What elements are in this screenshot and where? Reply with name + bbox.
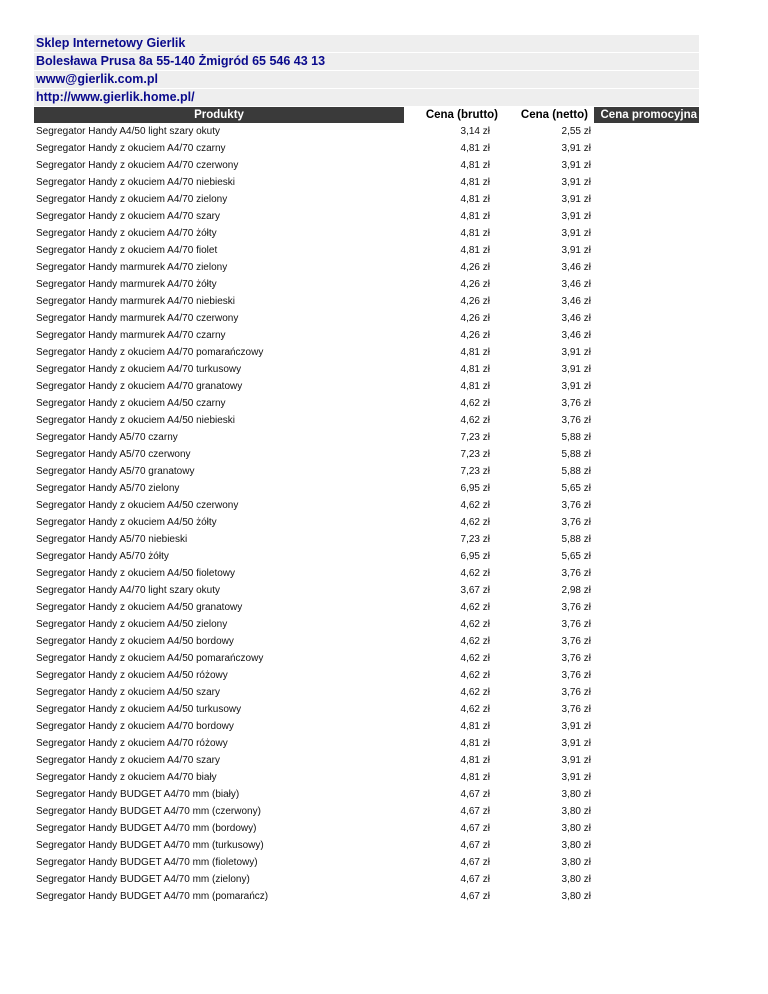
- gross-price-cell: 4,81 zł: [460, 194, 490, 205]
- net-price-cell: 3,76 zł: [561, 602, 591, 613]
- promo-price-cell: [594, 208, 699, 225]
- net-price-cell: 5,65 zł: [561, 551, 591, 562]
- promo-price-cell: [594, 803, 699, 820]
- promo-price-cell: [594, 582, 699, 599]
- table-row: [34, 293, 699, 310]
- gross-price-cell: 4,81 zł: [460, 772, 490, 783]
- table-row: [34, 752, 699, 769]
- gross-price-cell: 4,81 zł: [460, 381, 490, 392]
- table-row: [34, 378, 699, 395]
- product-name-cell: Segregator Handy BUDGET A4/70 mm (biały): [36, 789, 240, 800]
- net-price-cell: 3,80 zł: [561, 891, 591, 902]
- product-name-cell: Segregator Handy marmurek A4/70 żółty: [36, 279, 217, 290]
- product-name-cell: Segregator Handy z okuciem A4/70 czerwony: [36, 160, 239, 171]
- gross-price-cell: 4,62 zł: [460, 636, 490, 647]
- gross-price-cell: 4,62 zł: [460, 619, 490, 630]
- table-row: [34, 208, 699, 225]
- table-row: [34, 667, 699, 684]
- net-price-cell: 3,76 zł: [561, 653, 591, 664]
- product-name-cell: Segregator Handy z okuciem A4/70 granatowy: [36, 381, 243, 392]
- gross-price-cell: 4,26 zł: [460, 313, 490, 324]
- table-row: [34, 310, 699, 327]
- gross-price-cell: 4,67 zł: [460, 806, 490, 817]
- product-name-cell: Segregator Handy z okuciem A4/50 czarny: [36, 398, 226, 409]
- promo-price-cell: [594, 633, 699, 650]
- table-row: [34, 123, 699, 140]
- promo-price-cell: [594, 701, 699, 718]
- table-row: [34, 429, 699, 446]
- product-name-cell: Segregator Handy z okuciem A4/50 czerwony: [36, 500, 239, 511]
- table-row: [34, 718, 699, 735]
- net-price-cell: 3,76 zł: [561, 398, 591, 409]
- table-row: [34, 140, 699, 157]
- net-price-cell: 3,80 zł: [561, 806, 591, 817]
- net-price-cell: 3,91 zł: [561, 160, 591, 171]
- product-name-cell: Segregator Handy BUDGET A4/70 mm (fioletowy): [36, 857, 258, 868]
- product-name-cell: Segregator Handy z okuciem A4/70 szary: [36, 211, 220, 222]
- net-price-cell: 5,65 zł: [561, 483, 591, 494]
- product-name-cell: Segregator Handy A5/70 żółty: [36, 551, 169, 562]
- gross-price-cell: 4,62 zł: [460, 568, 490, 579]
- table-row: [34, 820, 699, 837]
- product-name-cell: Segregator Handy BUDGET A4/70 mm (zielony): [36, 874, 250, 885]
- product-name-cell: Segregator Handy z okuciem A4/50 turkusowy: [36, 704, 242, 715]
- promo-price-cell: [594, 344, 699, 361]
- table-row: [34, 225, 699, 242]
- gross-price-cell: 4,62 zł: [460, 670, 490, 681]
- promo-price-cell: [594, 310, 699, 327]
- gross-price-cell: 4,67 zł: [460, 891, 490, 902]
- product-name-cell: Segregator Handy z okuciem A4/70 fiolet: [36, 245, 218, 256]
- gross-price-cell: 7,23 zł: [460, 466, 490, 477]
- product-name-cell: Segregator Handy z okuciem A4/50 różowy: [36, 670, 228, 681]
- column-header-product: Produkty: [34, 107, 404, 123]
- table-row: [34, 531, 699, 548]
- promo-price-cell: [594, 599, 699, 616]
- net-price-cell: 3,91 zł: [561, 177, 591, 188]
- product-name-cell: Segregator Handy z okuciem A4/50 żółty: [36, 517, 217, 528]
- product-name-cell: Segregator Handy z okuciem A4/70 biały: [36, 772, 217, 783]
- net-price-cell: 5,88 zł: [561, 534, 591, 545]
- table-header-row: [34, 107, 699, 123]
- net-price-cell: 3,76 zł: [561, 670, 591, 681]
- net-price-cell: 3,91 zł: [561, 755, 591, 766]
- promo-price-cell: [594, 361, 699, 378]
- promo-price-cell: [594, 429, 699, 446]
- product-name-cell: Segregator Handy z okuciem A4/50 pomarańczowy: [36, 653, 264, 664]
- gross-price-cell: 4,62 zł: [460, 415, 490, 426]
- gross-price-cell: 4,26 zł: [460, 296, 490, 307]
- table-row: [34, 786, 699, 803]
- gross-price-cell: 4,81 zł: [460, 160, 490, 171]
- promo-price-cell: [594, 735, 699, 752]
- price-list: [34, 35, 699, 905]
- promo-price-cell: [594, 123, 699, 140]
- gross-price-cell: 7,23 zł: [460, 534, 490, 545]
- table-row: [34, 871, 699, 888]
- gross-price-cell: 4,67 zł: [460, 857, 490, 868]
- table-row: [34, 599, 699, 616]
- shop-address: Bolesława Prusa 8a 55-140 Żmigród 65 546 43 13: [34, 53, 699, 71]
- table-row: [34, 548, 699, 565]
- promo-price-cell: [594, 616, 699, 633]
- gross-price-cell: 4,81 zł: [460, 755, 490, 766]
- gross-price-cell: 6,95 zł: [460, 483, 490, 494]
- net-price-cell: 3,76 zł: [561, 500, 591, 511]
- product-name-cell: Segregator Handy A4/50 light szary okuty: [36, 126, 220, 137]
- product-name-cell: Segregator Handy marmurek A4/70 czarny: [36, 330, 226, 341]
- product-name-cell: Segregator Handy BUDGET A4/70 mm (bordowy): [36, 823, 257, 834]
- table-row: [34, 191, 699, 208]
- product-name-cell: Segregator Handy A5/70 czerwony: [36, 449, 191, 460]
- promo-price-cell: [594, 752, 699, 769]
- product-name-cell: Segregator Handy marmurek A4/70 czerwony: [36, 313, 239, 324]
- net-price-cell: 2,55 zł: [561, 126, 591, 137]
- promo-price-cell: [594, 174, 699, 191]
- net-price-cell: 3,46 zł: [561, 296, 591, 307]
- net-price-cell: 5,88 zł: [561, 466, 591, 477]
- product-name-cell: Segregator Handy z okuciem A4/50 granatowy: [36, 602, 243, 613]
- shop-email: www@gierlik.com.pl: [34, 71, 699, 89]
- product-name-cell: Segregator Handy z okuciem A4/70 czarny: [36, 143, 226, 154]
- promo-price-cell: [594, 480, 699, 497]
- net-price-cell: 3,91 zł: [561, 245, 591, 256]
- promo-price-cell: [594, 684, 699, 701]
- promo-price-cell: [594, 531, 699, 548]
- net-price-cell: 3,46 zł: [561, 262, 591, 273]
- net-price-cell: 3,80 zł: [561, 874, 591, 885]
- promo-price-cell: [594, 259, 699, 276]
- promo-price-cell: [594, 395, 699, 412]
- gross-price-cell: 4,81 zł: [460, 347, 490, 358]
- net-price-cell: 3,91 zł: [561, 772, 591, 783]
- net-price-cell: 5,88 zł: [561, 432, 591, 443]
- product-name-cell: Segregator Handy z okuciem A4/70 niebieski: [36, 177, 236, 188]
- net-price-cell: 3,46 zł: [561, 330, 591, 341]
- net-price-cell: 3,76 zł: [561, 704, 591, 715]
- table-row: [34, 497, 699, 514]
- product-name-cell: Segregator Handy z okuciem A4/70 żółty: [36, 228, 217, 239]
- promo-price-cell: [594, 837, 699, 854]
- net-price-cell: 3,76 zł: [561, 687, 591, 698]
- gross-price-cell: 4,81 zł: [460, 228, 490, 239]
- gross-price-cell: 3,14 zł: [460, 126, 490, 137]
- gross-price-cell: 4,62 zł: [460, 687, 490, 698]
- product-name-cell: Segregator Handy A5/70 zielony: [36, 483, 180, 494]
- table-row: [34, 242, 699, 259]
- table-row: [34, 769, 699, 786]
- price-table: [34, 107, 699, 905]
- table-row: [34, 412, 699, 429]
- promo-price-cell: [594, 412, 699, 429]
- gross-price-cell: 4,62 zł: [460, 704, 490, 715]
- gross-price-cell: 4,67 zł: [460, 823, 490, 834]
- net-price-cell: 3,91 zł: [561, 721, 591, 732]
- table-row: [34, 803, 699, 820]
- table-row: [34, 395, 699, 412]
- gross-price-cell: 4,81 zł: [460, 245, 490, 256]
- gross-price-cell: 4,26 zł: [460, 262, 490, 273]
- net-price-cell: 3,80 zł: [561, 857, 591, 868]
- product-name-cell: Segregator Handy z okuciem A4/50 zielony: [36, 619, 228, 630]
- promo-price-cell: [594, 293, 699, 310]
- promo-price-cell: [594, 157, 699, 174]
- table-row: [34, 633, 699, 650]
- product-name-cell: Segregator Handy z okuciem A4/70 różowy: [36, 738, 228, 749]
- net-price-cell: 2,98 zł: [561, 585, 591, 596]
- table-row: [34, 327, 699, 344]
- shop-website: http://www.gierlik.home.pl/: [34, 89, 699, 107]
- net-price-cell: 3,91 zł: [561, 194, 591, 205]
- gross-price-cell: 4,67 zł: [460, 840, 490, 851]
- gross-price-cell: 4,26 zł: [460, 279, 490, 290]
- product-name-cell: Segregator Handy A4/70 light szary okuty: [36, 585, 220, 596]
- table-row: [34, 446, 699, 463]
- promo-price-cell: [594, 497, 699, 514]
- gross-price-cell: 4,62 zł: [460, 398, 490, 409]
- table-row: [34, 650, 699, 667]
- gross-price-cell: 4,67 zł: [460, 874, 490, 885]
- table-row: [34, 361, 699, 378]
- promo-price-cell: [594, 463, 699, 480]
- promo-price-cell: [594, 871, 699, 888]
- table-row: [34, 344, 699, 361]
- shop-name: Sklep Internetowy Gierlik: [34, 35, 699, 53]
- table-row: [34, 684, 699, 701]
- net-price-cell: 3,91 zł: [561, 381, 591, 392]
- net-price-cell: 3,91 zł: [561, 211, 591, 222]
- gross-price-cell: 7,23 zł: [460, 432, 490, 443]
- gross-price-cell: 4,81 zł: [460, 738, 490, 749]
- gross-price-cell: 6,95 zł: [460, 551, 490, 562]
- table-row: [34, 514, 699, 531]
- promo-price-cell: [594, 242, 699, 259]
- promo-price-cell: [594, 650, 699, 667]
- gross-price-cell: 4,62 zł: [460, 517, 490, 528]
- net-price-cell: 3,76 zł: [561, 517, 591, 528]
- table-row: [34, 565, 699, 582]
- table-row: [34, 616, 699, 633]
- promo-price-cell: [594, 225, 699, 242]
- product-name-cell: Segregator Handy A5/70 granatowy: [36, 466, 195, 477]
- promo-price-cell: [594, 820, 699, 837]
- gross-price-cell: 4,62 zł: [460, 500, 490, 511]
- net-price-cell: 3,91 zł: [561, 364, 591, 375]
- table-row: [34, 854, 699, 871]
- product-name-cell: Segregator Handy z okuciem A4/50 niebieski: [36, 415, 236, 426]
- gross-price-cell: 4,67 zł: [460, 789, 490, 800]
- table-row: [34, 463, 699, 480]
- product-name-cell: Segregator Handy z okuciem A4/70 pomarańczowy: [36, 347, 264, 358]
- product-name-cell: Segregator Handy BUDGET A4/70 mm (pomarańcz): [36, 891, 269, 902]
- promo-price-cell: [594, 327, 699, 344]
- net-price-cell: 3,91 zł: [561, 347, 591, 358]
- net-price-cell: 3,80 zł: [561, 840, 591, 851]
- product-name-cell: Segregator Handy z okuciem A4/50 fioletowy: [36, 568, 235, 579]
- net-price-cell: 5,88 zł: [561, 449, 591, 460]
- promo-price-cell: [594, 140, 699, 157]
- product-name-cell: Segregator Handy z okuciem A4/50 szary: [36, 687, 220, 698]
- table-row: [34, 480, 699, 497]
- product-name-cell: Segregator Handy z okuciem A4/70 szary: [36, 755, 220, 766]
- promo-price-cell: [594, 667, 699, 684]
- product-name-cell: Segregator Handy marmurek A4/70 niebieski: [36, 296, 235, 307]
- net-price-cell: 3,80 zł: [561, 789, 591, 800]
- product-name-cell: Segregator Handy z okuciem A4/70 turkusowy: [36, 364, 242, 375]
- table-row: [34, 701, 699, 718]
- column-header-net-price: Cena (netto): [504, 107, 594, 123]
- table-row: [34, 735, 699, 752]
- gross-price-cell: 4,81 zł: [460, 721, 490, 732]
- table-row: [34, 888, 699, 905]
- net-price-cell: 3,76 zł: [561, 619, 591, 630]
- promo-price-cell: [594, 514, 699, 531]
- table-row: [34, 582, 699, 599]
- product-name-cell: Segregator Handy BUDGET A4/70 mm (czerwony): [36, 806, 261, 817]
- table-row: [34, 259, 699, 276]
- net-price-cell: 3,46 zł: [561, 279, 591, 290]
- promo-price-cell: [594, 718, 699, 735]
- promo-price-cell: [594, 446, 699, 463]
- net-price-cell: 3,76 zł: [561, 568, 591, 579]
- gross-price-cell: 4,81 zł: [460, 364, 490, 375]
- product-name-cell: Segregator Handy BUDGET A4/70 mm (turkusowy): [36, 840, 264, 851]
- column-header-promo-price: Cena promocyjna: [594, 107, 699, 123]
- promo-price-cell: [594, 378, 699, 395]
- product-name-cell: Segregator Handy A5/70 niebieski: [36, 534, 188, 545]
- product-name-cell: Segregator Handy z okuciem A4/70 bordowy: [36, 721, 234, 732]
- gross-price-cell: 7,23 zł: [460, 449, 490, 460]
- table-row: [34, 157, 699, 174]
- net-price-cell: 3,91 zł: [561, 228, 591, 239]
- gross-price-cell: 3,67 zł: [460, 585, 490, 596]
- net-price-cell: 3,91 zł: [561, 143, 591, 154]
- promo-price-cell: [594, 769, 699, 786]
- table-row: [34, 174, 699, 191]
- gross-price-cell: 4,26 zł: [460, 330, 490, 341]
- net-price-cell: 3,46 zł: [561, 313, 591, 324]
- promo-price-cell: [594, 888, 699, 905]
- promo-price-cell: [594, 786, 699, 803]
- promo-price-cell: [594, 565, 699, 582]
- net-price-cell: 3,80 zł: [561, 823, 591, 834]
- promo-price-cell: [594, 191, 699, 208]
- table-row: [34, 276, 699, 293]
- table-body: [34, 123, 699, 905]
- net-price-cell: 3,76 zł: [561, 415, 591, 426]
- promo-price-cell: [594, 548, 699, 565]
- product-name-cell: Segregator Handy marmurek A4/70 zielony: [36, 262, 228, 273]
- product-name-cell: Segregator Handy z okuciem A4/50 bordowy: [36, 636, 234, 647]
- gross-price-cell: 4,81 zł: [460, 211, 490, 222]
- promo-price-cell: [594, 854, 699, 871]
- promo-price-cell: [594, 276, 699, 293]
- gross-price-cell: 4,62 zł: [460, 653, 490, 664]
- product-name-cell: Segregator Handy A5/70 czarny: [36, 432, 178, 443]
- table-row: [34, 837, 699, 854]
- net-price-cell: 3,76 zł: [561, 636, 591, 647]
- net-price-cell: 3,91 zł: [561, 738, 591, 749]
- gross-price-cell: 4,81 zł: [460, 143, 490, 154]
- gross-price-cell: 4,81 zł: [460, 177, 490, 188]
- column-header-gross-price: Cena (brutto): [404, 107, 504, 123]
- gross-price-cell: 4,62 zł: [460, 602, 490, 613]
- product-name-cell: Segregator Handy z okuciem A4/70 zielony: [36, 194, 228, 205]
